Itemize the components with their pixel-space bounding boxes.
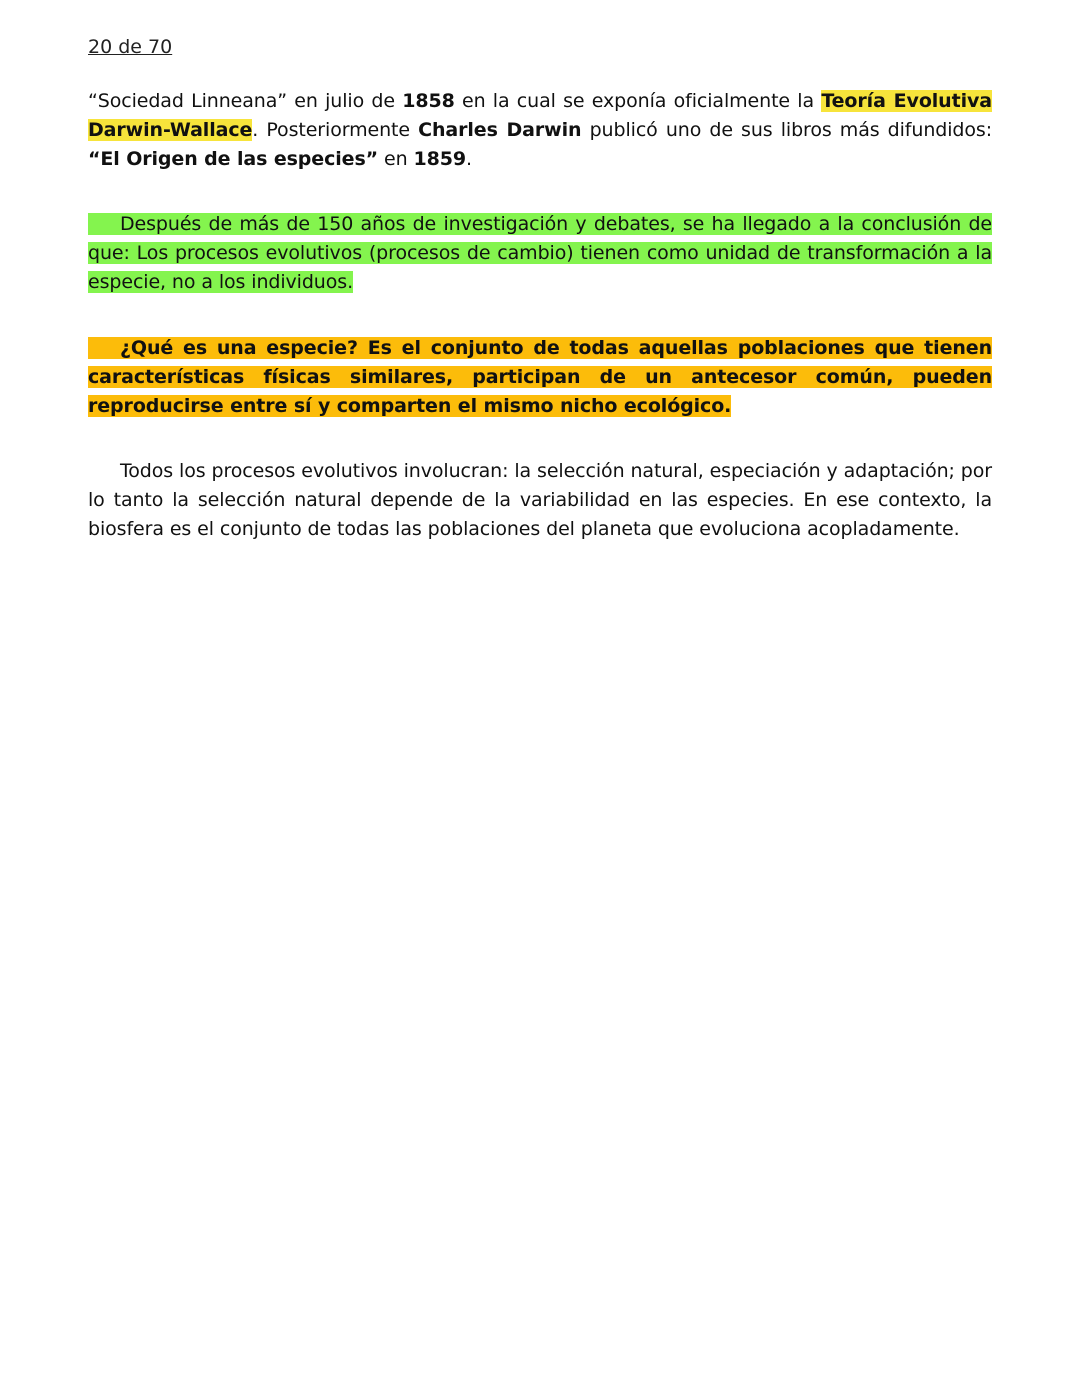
theory-highlight: Teoría Evolutiva Darwin-Wallace bbox=[88, 90, 993, 141]
year-1859: 1859 bbox=[413, 148, 466, 170]
paragraph-linnean-society bbox=[88, 87, 992, 174]
paragraph-species-definition bbox=[88, 334, 992, 421]
p1-text-4: publicó uno de sus libros más difundidos: bbox=[581, 119, 993, 141]
p1-text-6: . bbox=[465, 148, 472, 170]
conclusion-text: Después de más de 150 años de investigación y debates, se ha llegado a la conclusión de que: Los procesos evolutivos (procesos de cambio) tienen como unidad de transformación a la especie, no a los individuos. bbox=[88, 213, 992, 293]
evolution-text: Todos los procesos evolutivos involucran: la selección natural, especiación y adaptación; por lo tanto la selección natural depende de la variabilidad en las especies. En ese contexto, la biosfera es el conjunto de todas las poblaciones del planeta que evoluciona acopladamente. bbox=[88, 460, 992, 540]
species-definition-highlight bbox=[88, 337, 992, 417]
p1-text-3: . Posteriormente bbox=[252, 119, 419, 141]
p1-text-2: en la cual se exponía oficialmente la bbox=[454, 90, 822, 112]
paragraph-evolutionary-processes bbox=[88, 457, 992, 544]
page-number: 20 de 70 bbox=[88, 36, 173, 58]
conclusion-highlight bbox=[88, 213, 992, 293]
book-title: “El Origen de las especies” bbox=[88, 148, 379, 170]
year-1858: 1858 bbox=[402, 90, 455, 112]
species-definition-text: ¿Qué es una especie? Es el conjunto de todas aquellas poblaciones que tienen características físicas similares, participan de un antecesor común, pueden reproducirse entre sí y comparten el mismo nicho ecológico. bbox=[88, 337, 992, 417]
paragraph-conclusion bbox=[88, 210, 992, 297]
p1-text-1: “Sociedad Linneana” en julio de bbox=[88, 90, 403, 112]
p1-text-5: en bbox=[378, 148, 414, 170]
charles-darwin: Charles Darwin bbox=[418, 119, 582, 141]
